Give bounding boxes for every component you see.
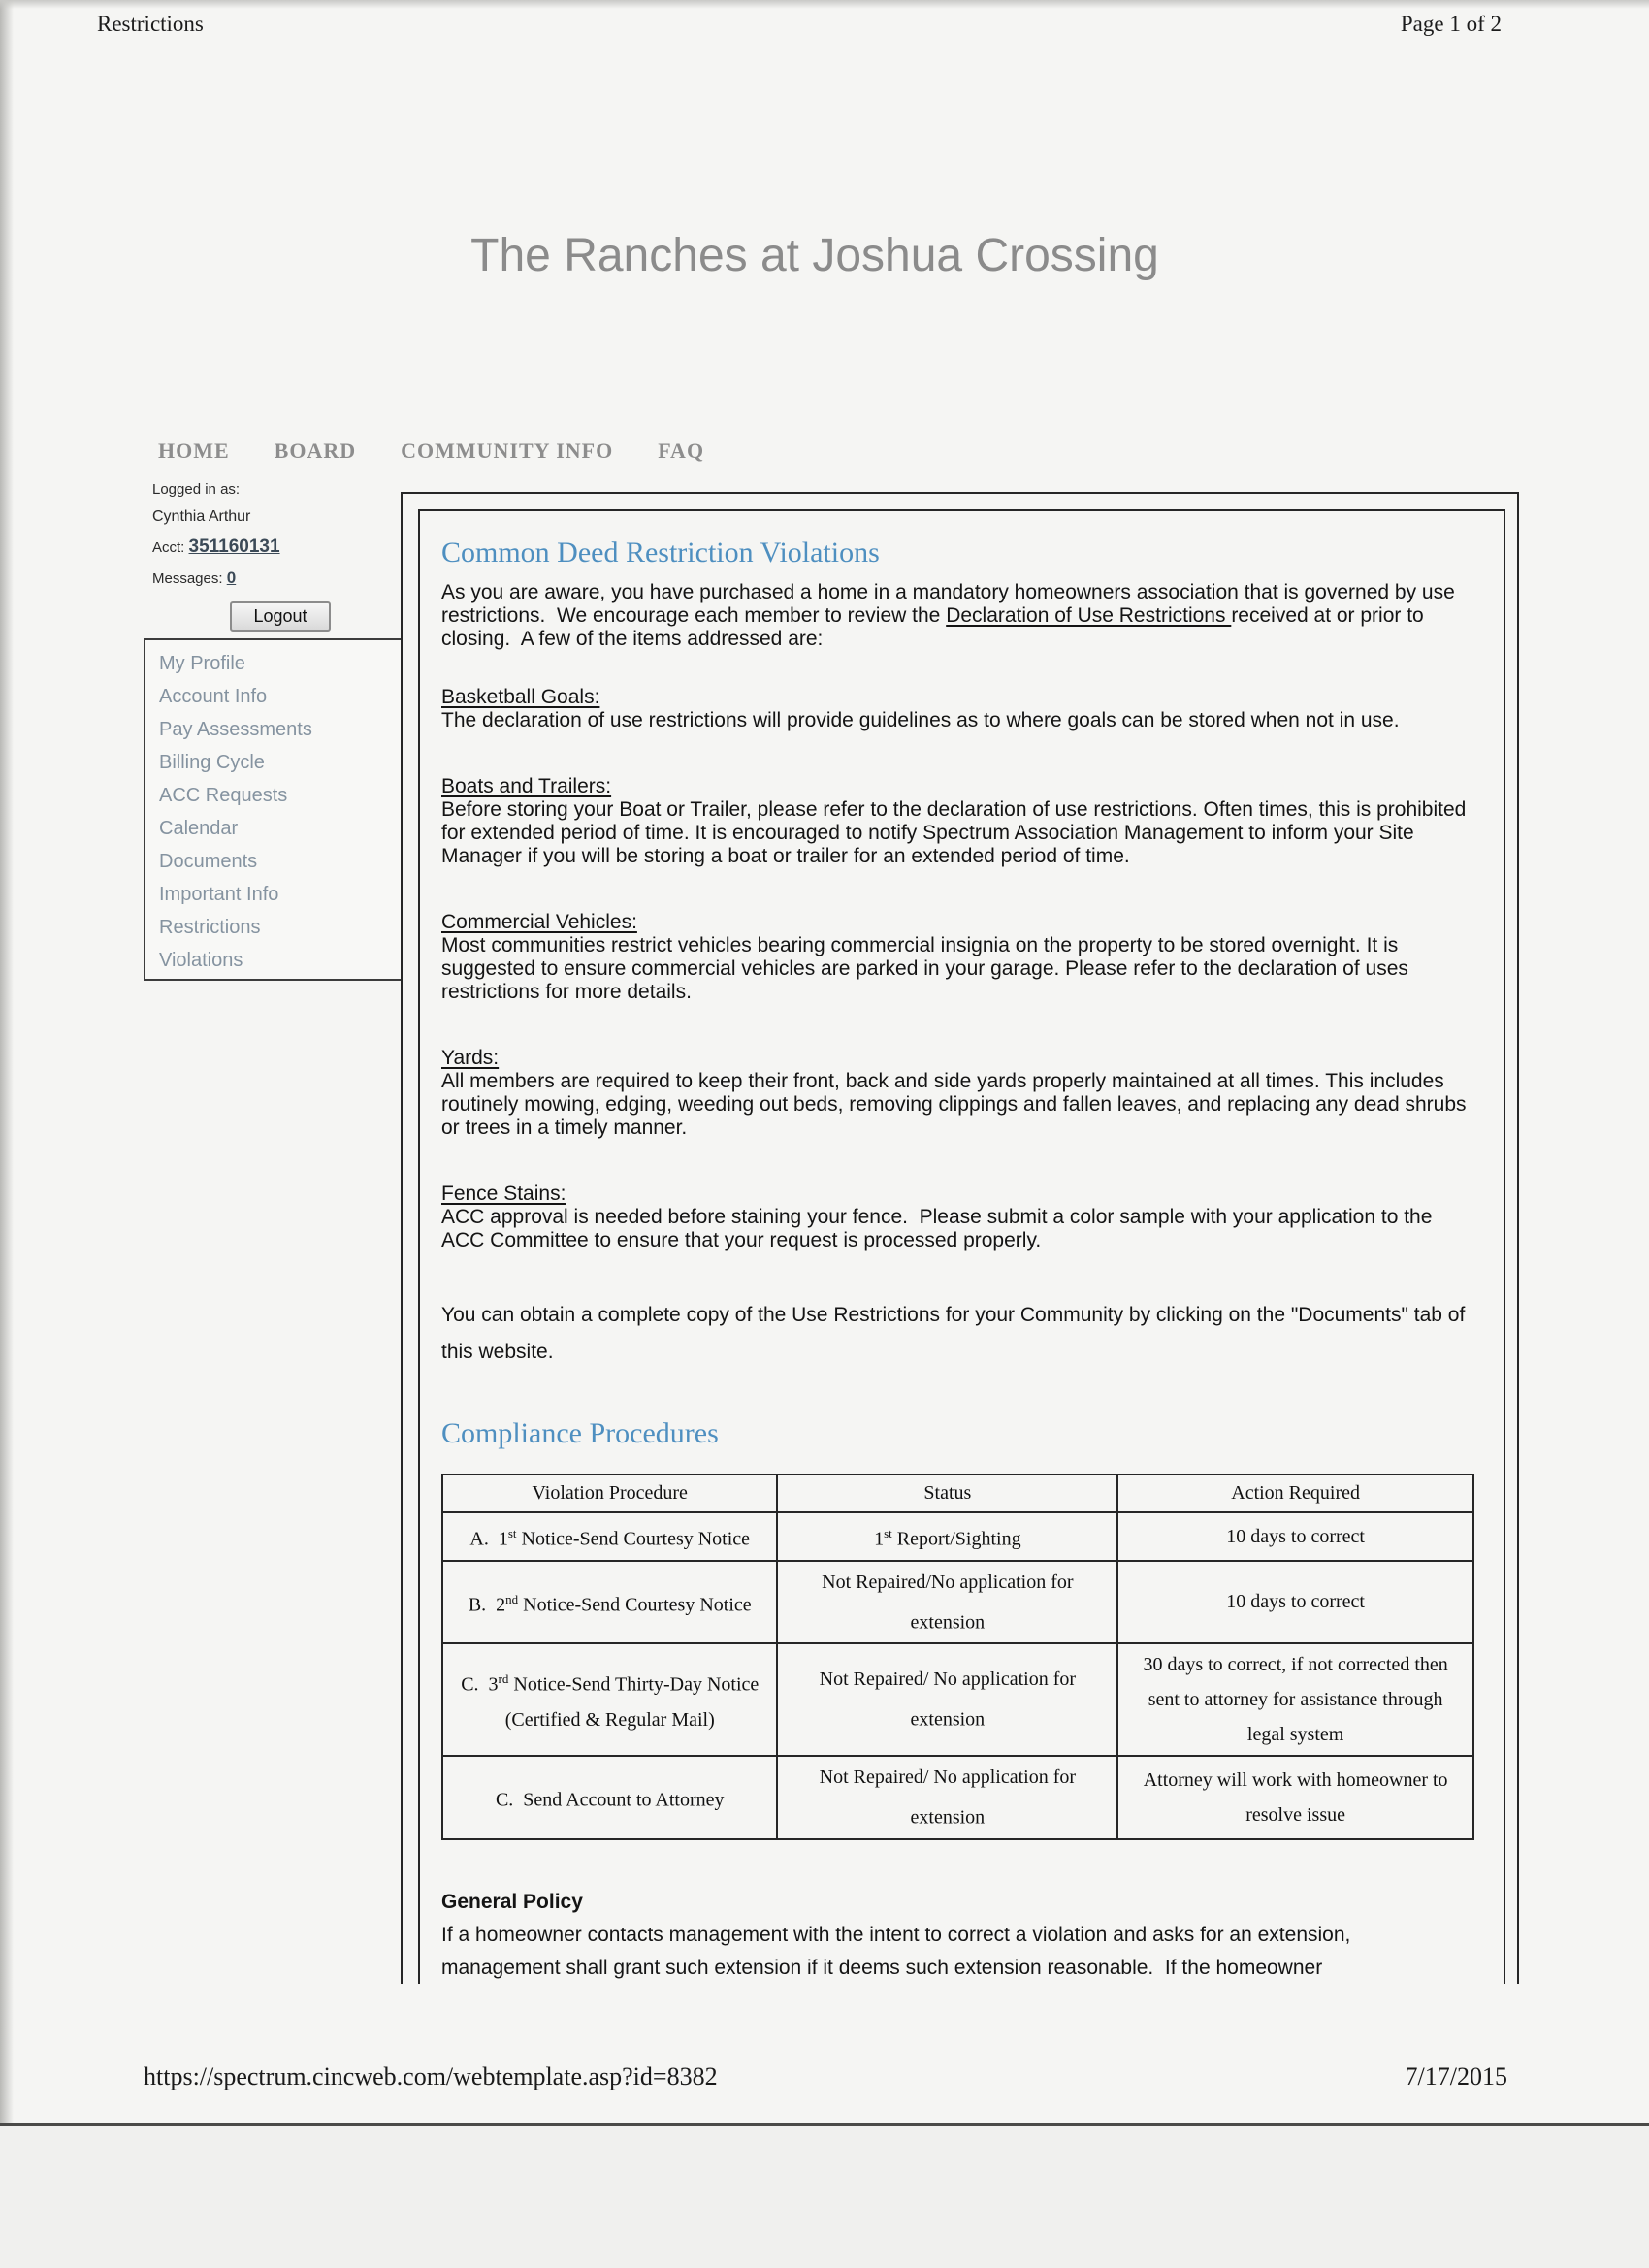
nav-item-faq[interactable]: FAQ xyxy=(658,438,705,463)
ordinal-suffix: rd xyxy=(498,1671,509,1687)
print-header-title: Restrictions xyxy=(97,12,204,36)
col-header-status: Status xyxy=(777,1474,1117,1512)
cell-text: C. Send Account to Attorney xyxy=(495,1789,725,1811)
logout-button[interactable]: Logout xyxy=(230,601,331,632)
compliance-table xyxy=(441,1474,1474,1840)
section-yards xyxy=(441,1047,1474,1140)
account-number-link[interactable]: 351160131 xyxy=(188,536,280,557)
sidebar-item-billing-cycle[interactable]: Billing Cycle xyxy=(159,752,265,773)
user-name: Cynthia Arthur xyxy=(152,508,251,525)
cell-text: Report/Sighting xyxy=(891,1528,1021,1550)
sidebar-item-restrictions[interactable]: Restrictions xyxy=(159,917,261,938)
col-header-violation-procedure: Violation Procedure xyxy=(442,1474,777,1512)
messages-label: Messages: xyxy=(152,570,227,587)
col-header-action-required: Action Required xyxy=(1117,1474,1473,1512)
cell-procedure xyxy=(442,1512,777,1561)
scan-area-below-page xyxy=(0,2126,1649,2268)
logged-in-label: Logged in as: xyxy=(152,481,241,498)
cell-action: 30 days to correct, if not corrected then sent to attorney for assistance through legal system xyxy=(1117,1643,1473,1756)
sidebar-item-pay-assessments[interactable]: Pay Assessments xyxy=(159,719,312,740)
cell-procedure xyxy=(442,1561,777,1644)
table-header-row xyxy=(442,1474,1473,1512)
section-body: Most communities restrict vehicles bearing commercial insignia on the property to be stored overnight. It is suggested to ensure commercial vehicles are parked in your garage. Please refer to the declaration of uses restrictions for more details. xyxy=(441,934,1408,1003)
cell-status xyxy=(777,1561,1117,1644)
section-title: Basketball Goals: xyxy=(441,686,600,708)
cell-procedure xyxy=(442,1756,777,1839)
nav-item-board[interactable]: BOARD xyxy=(274,438,357,463)
ordinal-suffix: st xyxy=(507,1526,517,1540)
intro-text-2: received at or prior to closing. A few of the items addressed are: xyxy=(441,604,1424,650)
ordinal-suffix: nd xyxy=(505,1591,519,1606)
sidebar-item-important-info[interactable]: Important Info xyxy=(159,884,279,905)
declaration-link-text: Declaration of Use Restrictions xyxy=(946,604,1232,627)
cell-action: Attorney will work with homeowner to resolve issue xyxy=(1117,1756,1473,1839)
print-footer-date: 7/17/2015 xyxy=(1405,2062,1507,2090)
cell-procedure xyxy=(442,1643,777,1756)
sidebar-item-acc-requests[interactable]: ACC Requests xyxy=(159,785,288,806)
user-info-block xyxy=(152,481,331,632)
messages-line xyxy=(152,568,331,588)
section-title: Fence Stains: xyxy=(441,1183,566,1205)
section-body: All members are required to keep their front, back and side yards properly maintained at all times. This includes routinely mowing, edging, weeding out beds, removing clippings and fallen leaves, and replacing any dead shrubs or trees in a timely manner. xyxy=(441,1070,1467,1139)
general-policy-body: If a homeowner contacts management with the intent to correct a violation and asks for an extension, management shall grant such extension if it deems such extension reasonable. If the homeowner xyxy=(441,1923,1351,1979)
cell-action: 10 days to correct xyxy=(1117,1512,1473,1561)
section-body: ACC approval is needed before staining your fence. Please submit a color sample with your application to the ACC Committee to ensure that your request is processed properly. xyxy=(441,1206,1433,1251)
main-nav xyxy=(158,438,704,464)
section-commercial-vehicles xyxy=(441,911,1474,1004)
cell-text: Not Repaired/ No application for extension xyxy=(819,1766,1077,1829)
scan-edge-left xyxy=(0,0,14,2268)
cell-text: Notice-Send Courtesy Notice xyxy=(516,1528,751,1550)
section-body: Before storing your Boat or Trailer, please refer to the declaration of use restrictions. Often times, this is prohibited for extended period of time. It is encouraged to notify Spectrum Association Management to inform your Site Manager if you will be storing a boat or trailer for an extended period of time. xyxy=(441,798,1467,867)
nav-item-community-info[interactable]: COMMUNITY INFO xyxy=(401,438,614,463)
general-policy-heading: General Policy xyxy=(441,1890,583,1913)
table-row xyxy=(442,1561,1473,1644)
account-line xyxy=(152,536,331,558)
sidebar-item-account-info[interactable]: Account Info xyxy=(159,686,268,707)
cell-status xyxy=(777,1512,1117,1561)
section-title: Commercial Vehicles: xyxy=(441,911,637,933)
cell-text: Notice-Send Courtesy Notice xyxy=(518,1594,752,1616)
cell-text: 1 xyxy=(874,1528,885,1550)
sidebar-item-violations[interactable]: Violations xyxy=(159,950,243,971)
page-title: Common Deed Restriction Violations xyxy=(441,536,880,568)
intro-text-1: As you are aware, you have purchased a home in a mandatory homeowners association that is governed by use restrictions. We encourage each member to review the xyxy=(441,581,1455,627)
cell-text: B. 2 xyxy=(468,1594,506,1616)
section-fence-stains xyxy=(441,1183,1474,1252)
sidebar-menu xyxy=(144,638,403,981)
table-row xyxy=(442,1512,1473,1561)
scan-edge-top xyxy=(0,0,1649,9)
account-label: Acct: xyxy=(152,539,189,556)
sidebar-item-my-profile[interactable]: My Profile xyxy=(159,653,245,674)
print-footer xyxy=(144,2062,1507,2091)
cell-text: A. 1 xyxy=(469,1528,508,1550)
cell-text: Not Repaired/ No application for extension xyxy=(819,1669,1077,1732)
cell-status xyxy=(777,1756,1117,1839)
sidebar-item-calendar[interactable]: Calendar xyxy=(159,818,239,839)
table-row xyxy=(442,1643,1473,1756)
print-header-page-number: Page 1 of 2 xyxy=(1400,12,1502,36)
cell-status xyxy=(777,1643,1117,1756)
section-boats-trailers xyxy=(441,775,1474,868)
cell-text: Not Repaired/No application for extension xyxy=(822,1571,1074,1634)
nav-item-home[interactable]: HOME xyxy=(158,438,230,463)
print-footer-url: https://spectrum.cincweb.com/webtemplate.asp?id=8382 xyxy=(144,2062,718,2090)
cell-text: C. 3 xyxy=(461,1674,499,1697)
print-header xyxy=(97,12,1502,37)
section-body: The declaration of use restrictions will provide guidelines as to where goals can be stored when not in use. xyxy=(441,709,1400,731)
community-title: The Ranches at Joshua Crossing xyxy=(470,230,1159,281)
section-title: Yards: xyxy=(441,1047,500,1069)
content-frame-outer xyxy=(401,492,1519,1984)
section-basketball-goals xyxy=(441,686,1474,732)
cell-text: Notice-Send Thirty-Day Notice (Certified & Regular Mail) xyxy=(504,1674,760,1732)
content-frame-inner xyxy=(418,509,1505,1984)
documents-note: You can obtain a complete copy of the Use Restrictions for your Community by clicking on the "Documents" tab of this website. xyxy=(441,1304,1466,1363)
compliance-heading: Compliance Procedures xyxy=(441,1417,719,1449)
section-title: Boats and Trailers: xyxy=(441,775,612,797)
cell-action: 10 days to correct xyxy=(1117,1561,1473,1644)
sidebar-item-documents[interactable]: Documents xyxy=(159,851,258,872)
messages-count-link[interactable]: 0 xyxy=(226,568,237,587)
table-row xyxy=(442,1756,1473,1839)
intro-paragraph xyxy=(441,581,1474,651)
ordinal-suffix: st xyxy=(884,1526,892,1540)
